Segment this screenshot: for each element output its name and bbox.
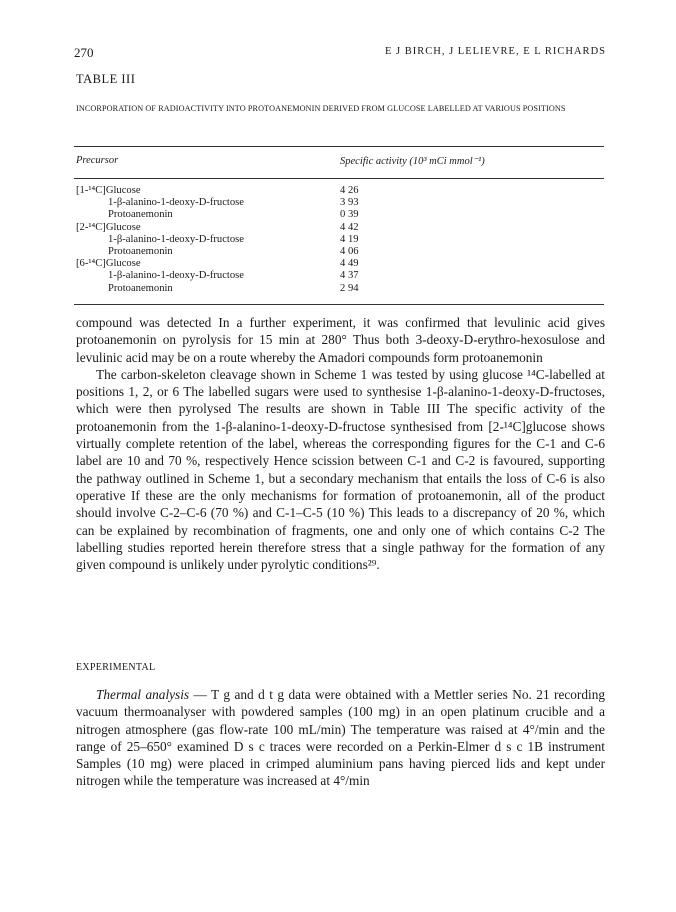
experimental-paragraph [76,686,605,790]
column-header-activity: Specific activity (10³ mCi mmol⁻¹) [340,156,485,167]
running-head: E J BIRCH, J LELIEVRE, E L RICHARDS [385,46,606,57]
experimental-text [76,686,605,790]
activity-cell: 4 06 [340,246,359,258]
activity-cell: 4 19 [340,233,359,245]
activity-cell: 4 49 [340,258,359,270]
column-header-precursor: Precursor [76,155,119,166]
table-label: TABLE III [76,72,136,86]
precursor-cell: 1-β-alanino-1-deoxy-D-fructose [108,233,244,245]
precursor-cell: [1-¹⁴C]Glucose [76,185,141,196]
paragraph-1: compound was detected In a further experiment, it was confirmed that levulinic acid gives protoanemonin on pyrolysis for 15 min at 280° Thus both 3-deoxy-D-erythro-hexosulose and levulinic acid may be on a route whereby the Amadori compounds form protoanemonin [76,315,605,365]
precursor-cell: [2-¹⁴C]Glucose [76,221,141,233]
experimental-lead: Thermal analysis [96,687,190,702]
precursor-cell: Protoanemonin [108,209,173,221]
main-text [76,314,605,573]
activity-cell: 3 93 [340,197,359,209]
activity-cell: 2 94 [340,282,359,294]
precursor-cell: Protoanemonin [108,246,173,258]
activity-cell: 4 37 [340,270,359,282]
table-row [76,197,359,209]
experimental-body: — T g and d t g data were obtained with a Mettler series No. 21 recording vacuum thermoanalyser with powdered samples (100 mg) in an open platinum crucible and a nitrogen atmosphere (gas flow-rate 100 mL/min) The temperature was raised at 4°/min and the range of 25–650° examined D s c traces were recorded on a Perkin-Elmer d s c 1B instrument Samples (10 mg) were placed in crimped aluminium pans having pierced lids and kept under nitrogen while the temperature was increased at 4°/min [76,687,605,789]
table-caption: INCORPORATION OF RADIOACTIVITY INTO PROTOANEMONIN DERIVED FROM GLUCOSE LABELLED AT VARIOUS POSITIONS [76,104,566,113]
table-row [76,185,359,197]
table-row [76,246,359,258]
activity-cell: 0 39 [340,209,359,221]
page-number: 270 [74,45,94,60]
activity-cell: 4 42 [340,221,359,233]
table-row [76,222,359,234]
table-row [76,209,359,221]
table-row [76,283,359,295]
precursor-cell: Protoanemonin [108,282,173,294]
table-top-rule [74,146,604,147]
section-heading: EXPERIMENTAL [76,662,156,673]
table-header-rule [74,178,604,179]
table-bottom-rule [74,304,604,305]
precursor-cell: [6-¹⁴C]Glucose [76,258,141,270]
precursor-cell: 1-β-alanino-1-deoxy-D-fructose [108,270,244,282]
activity-cell: 4 26 [340,185,359,196]
data-table [76,185,359,295]
table-row [76,258,359,270]
precursor-cell: 1-β-alanino-1-deoxy-D-fructose [108,197,244,209]
paragraph-2: The carbon-skeleton cleavage shown in Scheme 1 was tested by using glucose ¹⁴C-labelled at positions 1, 2, or 6 The labelled sugars were used to synthesise 1-β-alanino-1-deoxy-D-fructoses, which were then pyrolysed The results are shown in Table III The specific activity of the protoanemonin from the 1-β-alanino-1-deoxy-D-fructose synthesised from [2-¹⁴C]glucose shows virtually complete retention of the label, whereas the corresponding figures for the C-1 and C-6 label are 10 and 70 %, respectively Hence scission between C-1 and C-2 is favoured, supporting the pathway outlined in Scheme 1, but a secondary mechanism that entails the loss of C-6 is also operative If these are the only mechanisms for formation of protoanemonin, all of the product should involve C-2–C-6 (70 %) and C-1–C-5 (10 %) This leads to a discrepancy of 20 %, which can be explained by recombination of fragments, one and only one of which contains C-2 The labelling studies reported herein therefore stress that a single pathway for the formation of any given compound is unlikely under pyrolytic conditions²⁹. [76,366,605,573]
table-row [76,270,359,282]
table-row [76,234,359,246]
